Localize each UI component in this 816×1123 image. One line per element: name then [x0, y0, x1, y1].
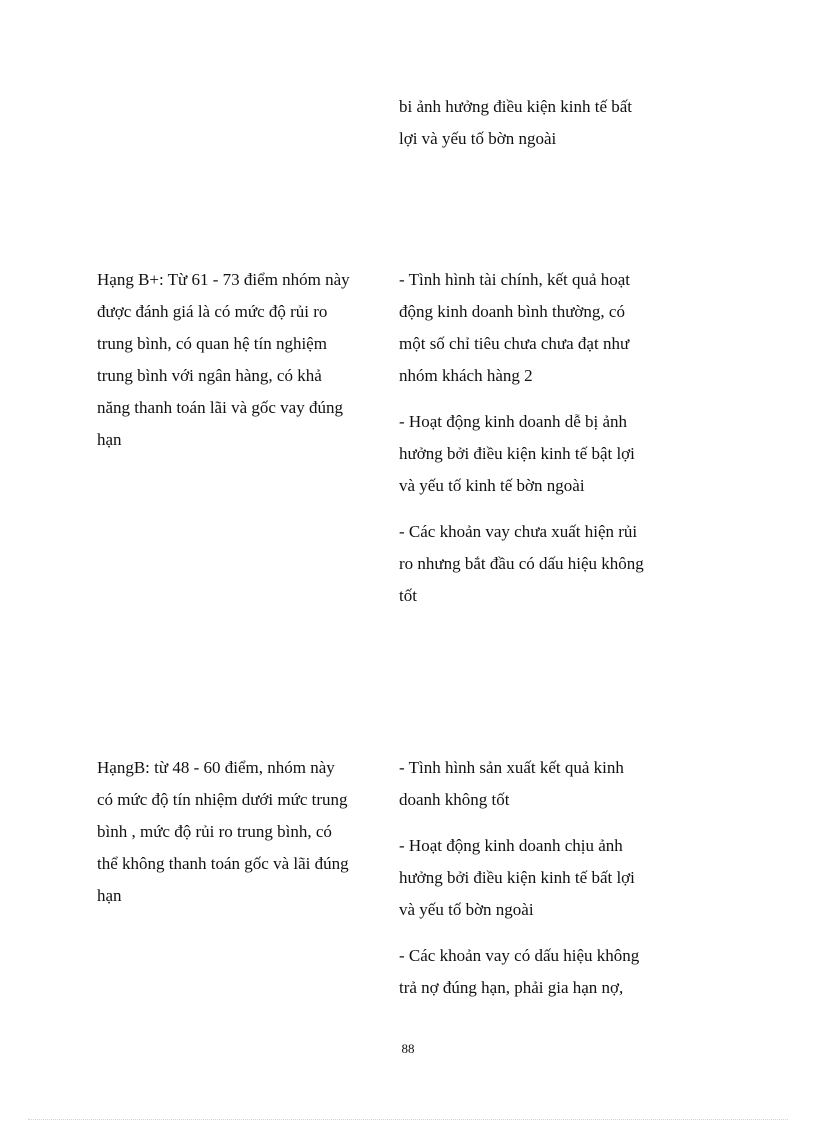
- text-line: lợi và yếu tố bờn ngoài: [399, 129, 557, 148]
- text-line: HạngB: từ 48 - 60 điểm, nhóm này: [97, 758, 335, 777]
- text-line: và yếu tố bờn ngoài: [399, 900, 534, 919]
- text-line: - Các khoản vay chưa xuất hiện rủi: [399, 522, 638, 541]
- page-number: 88: [401, 1041, 415, 1056]
- text-line: và yếu tố kinh tế bờn ngoài: [399, 476, 585, 495]
- text-line: trung bình, có quan hệ tín nghiệm: [97, 334, 327, 353]
- text-line: - Hoạt động kinh doanh chịu ảnh: [399, 836, 623, 855]
- text-line: hạn: [97, 886, 122, 905]
- text-line: một số chỉ tiêu chưa chưa đạt như: [399, 334, 630, 353]
- text-line: ro nhưng bắt đầu có dấu hiệu không: [399, 554, 644, 573]
- text-line: Hạng B+: Từ 61 - 73 điểm nhóm này: [97, 270, 350, 289]
- rank-b-characteristics: [399, 752, 689, 1018]
- rank-b-plus-description: [97, 264, 387, 456]
- characteristic-paragraph: [399, 940, 689, 1004]
- characteristic-paragraph: [399, 516, 689, 612]
- rank-b-description: [97, 752, 387, 912]
- text-line: hưởng bởi điều kiện kinh tế bật lợi: [399, 444, 635, 463]
- top-continuation-text: [399, 91, 689, 155]
- text-line: thể không thanh toán gốc và lãi đúng: [97, 854, 349, 873]
- text-line: bình , mức độ rủi ro trung bình, có: [97, 822, 332, 841]
- text-line: có mức độ tín nhiệm dưới mức trung: [97, 790, 348, 809]
- characteristic-paragraph: [399, 406, 689, 502]
- text-line: hưởng bởi điều kiện kinh tế bất lợi: [399, 868, 635, 887]
- text-line: - Tình hình tài chính, kết quả hoạt: [399, 270, 631, 289]
- text-line: - Hoạt động kinh doanh dễ bị ảnh: [399, 412, 628, 431]
- text-line: - Các khoản vay có dấu hiệu không: [399, 946, 640, 965]
- characteristic-paragraph: [399, 830, 689, 926]
- characteristic-paragraph: [399, 264, 689, 392]
- text-line: năng thanh toán lãi và gốc vay đúng: [97, 398, 343, 417]
- text-line: được đánh giá là có mức độ rủi ro: [97, 302, 328, 321]
- text-line: trả nợ đúng hạn, phải gia hạn nợ,: [399, 978, 624, 997]
- text-line: động kinh doanh bình thường, có: [399, 302, 625, 321]
- footer-divider: [28, 1119, 788, 1120]
- text-line: - Tình hình sản xuất kết quả kinh: [399, 758, 624, 777]
- rank-b-plus-characteristics: [399, 264, 689, 626]
- text-line: trung bình với ngân hàng, có khả: [97, 366, 322, 385]
- text-line: doanh không tốt: [399, 790, 510, 809]
- text-line: nhóm khách hàng 2: [399, 366, 533, 385]
- text-line: bi ảnh hưởng điều kiện kinh tế bất: [399, 97, 633, 116]
- characteristic-paragraph: [399, 752, 689, 816]
- text-line: hạn: [97, 430, 122, 449]
- text-line: tốt: [399, 586, 417, 605]
